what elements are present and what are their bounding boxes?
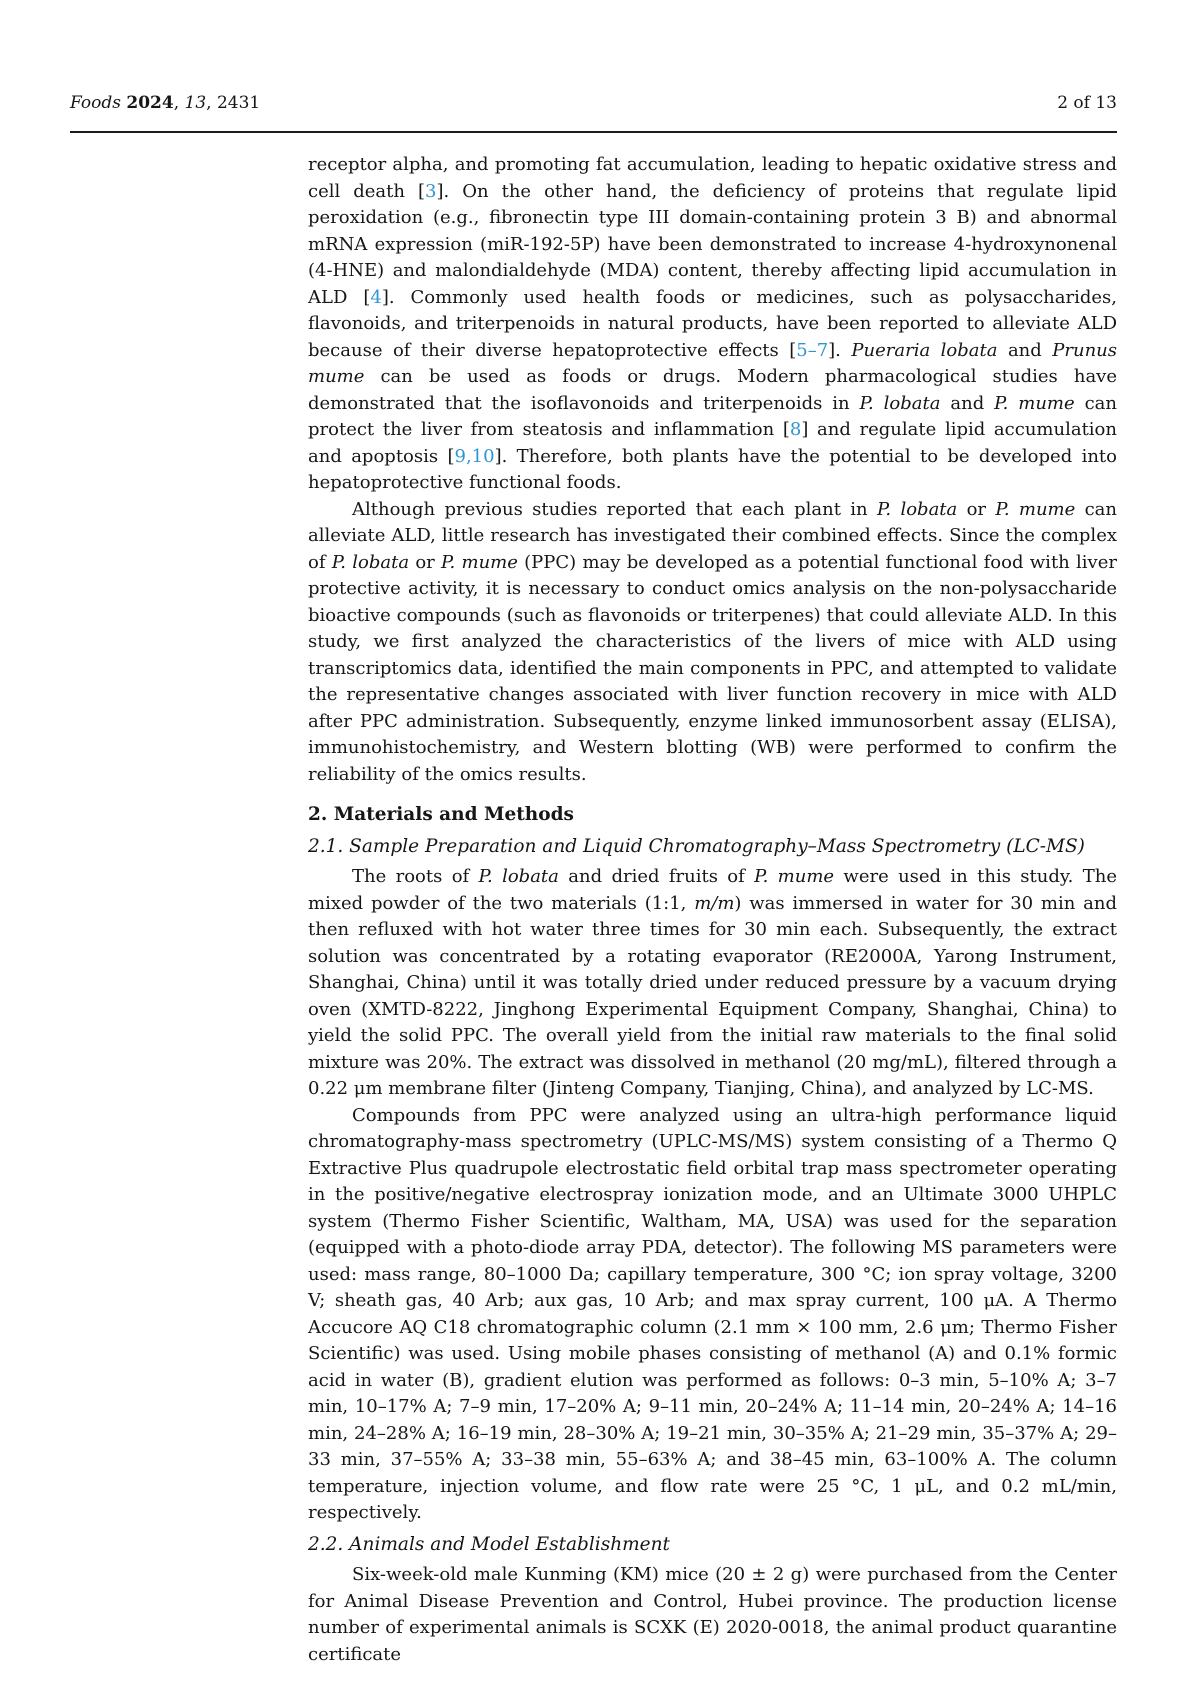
italic-term: P. lobata — [876, 498, 958, 520]
citation-link[interactable]: 9,10 — [454, 445, 495, 467]
text-run: ) was immersed in water for 30 min and then refluxed with hot water three times for 30 min each. Subsequently, the extract solution was concentrated by a rotating evaporator (RE2000A, Yarong Instrument, Shanghai, China) until it was totally dried under reduced pressure by a vacuum drying oven (XMTD-8222, Jinghong Experimental Equipment Company, Shanghai, China) to yield the solid PPC. The overall yield from the initial raw materials to the final solid mixture was 20%. The extract was dissolved in methanol (20 mg/mL), filtered through a 0.22 μm membrane filter (Jinteng Company, Tianjing, China), and analyzed by LC-MS. — [308, 892, 1117, 1099]
citation-link[interactable]: 5–7 — [796, 339, 829, 361]
italic-term: 13 — [184, 93, 207, 113]
paragraph-ald-background — [308, 152, 1117, 497]
italic-term: Prunus mume — [308, 339, 1118, 387]
text-run: were used in this study. The mixed powder of the two materials (1:1, — [308, 866, 1117, 914]
text-run: receptor alpha, and promoting fat accumulation, leading to hepatic oxidative stress and cell death [ — [308, 154, 1117, 202]
header-divider — [70, 131, 1117, 133]
text-run: Although previous studies reported that each plant in — [352, 498, 877, 520]
paragraph-animals — [308, 1562, 1117, 1668]
article-body — [308, 152, 1117, 1668]
page-header — [70, 92, 1117, 114]
text-run: and dried fruits of — [558, 866, 755, 887]
italic-term: P. lobata — [331, 551, 410, 573]
journal-citation — [70, 92, 260, 114]
text-run: , 2431 — [206, 93, 261, 113]
italic-term: P. mume — [441, 551, 518, 573]
section-heading-materials-and-methods: 2. Materials and Methods — [308, 804, 574, 825]
italic-term: P. lobata — [859, 392, 941, 414]
text-run: can protect the liver from steatosis and inflammation [ — [308, 392, 1117, 440]
citation-link[interactable]: 8 — [789, 419, 802, 440]
text-run: ]. — [828, 339, 852, 361]
italic-term: P. mume — [995, 498, 1076, 520]
subsection-heading-sample-preparation-lcms: 2.1. Sample Preparation and Liquid Chromatography–Mass Spectrometry (LC-MS) — [308, 835, 1085, 857]
italic-term: P. mume — [994, 392, 1075, 414]
paragraph-study-aim — [308, 497, 1117, 789]
text-run: ]. On the other hand, the deficiency of proteins that regulate lipid peroxidation (e.g., fibronectin type III domain-containing protein 3 B) and abnormal mRNA expression (miR-192-5P) have been demonstrated to increase 4-hydroxynonenal (4-HNE) and malondialdehyde (MDA) content, thereby affecting lipid accumulation in ALD [ — [308, 180, 1118, 308]
bold-text: 2024 — [126, 93, 174, 113]
text-run: ] and regulate lipid accumulation and apoptosis [ — [308, 419, 1117, 467]
italic-term: P. mume — [754, 866, 835, 887]
text-run: or — [957, 498, 996, 520]
paragraph-uplc-ms-parameters — [308, 1103, 1117, 1527]
text-run: (PPC) may be developed as a potential functional food with liver protective activity, it is necessary to conduct omics analysis on the non-polysaccharide bioactive compounds (such as flavonoids or triterpenes) that could alleviate ALD. In this study, we first analyzed the characteristics of the livers of mice with ALD using transcriptomics data, identified the main components in PPC, and attempted to validate the representative changes associated with liver function recovery in mice with ALD after PPC administration. Subsequently, enzyme linked immunosorbent assay (ELISA), immunohistochemistry, and Western blotting (WB) were performed to confirm the reliability of the omics results. — [308, 551, 1117, 785]
italic-term: m/m — [694, 892, 735, 914]
text-run: and — [940, 392, 995, 414]
text-run: Compounds from PPC were analyzed using an ultra-high performance liquid chromatography-mass spectrometry (UPLC-MS/MS) system consisting of a Thermo Q Extractive Plus quadrupole electrostatic field orbital trap mass spectrometer operating in the positive/negative electrospray ionization mode, and an Ultimate 3000 UHPLC system (Thermo Fisher Scientific, Waltham, MA, USA) was used for the separation (equipped with a photo-diode array PDA, detector). The following MS parameters were used: mass range, 80–1000 Da; capillary temperature, 300 °C; ion spray voltage, 3200 V; sheath gas, 40 Arb; aux gas, 10 Arb; and max spray current, 100 μA. A Thermo Accucore AQ C18 chromatographic column (2.1 mm × 100 mm, 2.6 μm; Thermo Fisher Scientific) was used. Using mobile phases consisting of methanol (A) and 0.1% formic acid in water (B), gradient elution was performed as follows: 0–3 min, 5–10% A; 3–7 min, 10–17% A; 7–9 min, 17–20% A; 9–11 min, 20–24% A; 11–14 min, 20–24% A; 14–16 min, 24–28% A; 16–19 min, 28–30% A; 19–21 min, 30–35% A; 21–29 min, 35–37% A; 29–33 min, 37–55% A; 33–38 min, 55–63% A; and 38–45 min, 63–100% A. The column temperature, injection volume, and flow rate were 25 °C, 1 μL, and 0.2 mL/min, respectively. — [308, 1104, 1117, 1523]
page-number: 2 of 13 — [1057, 93, 1117, 113]
text-run: can be used as foods or drugs. Modern pharmacological studies have demonstrated that the isoflavonoids and triterpenoids in — [308, 366, 1117, 414]
text-run: and — [997, 339, 1053, 361]
text-run: , — [173, 93, 185, 113]
text-run: or — [409, 551, 442, 573]
text-run: ]. Therefore, both plants have the potential to be developed into hepatoprotective functional foods. — [308, 445, 1117, 493]
text-run: Six-week-old male Kunming (KM) mice (20 ± 2 g) were purchased from the Center for Animal Disease Prevention and Control, Hubei province. The production license number of experimental animals is SCXK (E) 2020-0018, the animal product quarantine certificate — [308, 1564, 1117, 1665]
citation-link[interactable]: 4 — [370, 286, 382, 308]
italic-term: Foods — [70, 93, 127, 113]
subsection-heading-animals-model: 2.2. Animals and Model Establishment — [308, 1533, 670, 1555]
paragraph-sample-preparation — [308, 864, 1117, 1103]
italic-term: Pueraria lobata — [851, 339, 998, 361]
italic-term: P. lobata — [478, 866, 559, 887]
text-run: The roots of — [352, 866, 479, 887]
text-run: ]. Commonly used health foods or medicines, such as polysaccharides, flavonoids, and triterpenoids in natural products, have been reported to alleviate ALD because of their diverse hepatoprotective effects [ — [308, 286, 1117, 361]
text-run: can alleviate ALD, little research has investigated their combined effects. Since the complex of — [308, 498, 1117, 573]
citation-link[interactable]: 3 — [425, 180, 437, 202]
